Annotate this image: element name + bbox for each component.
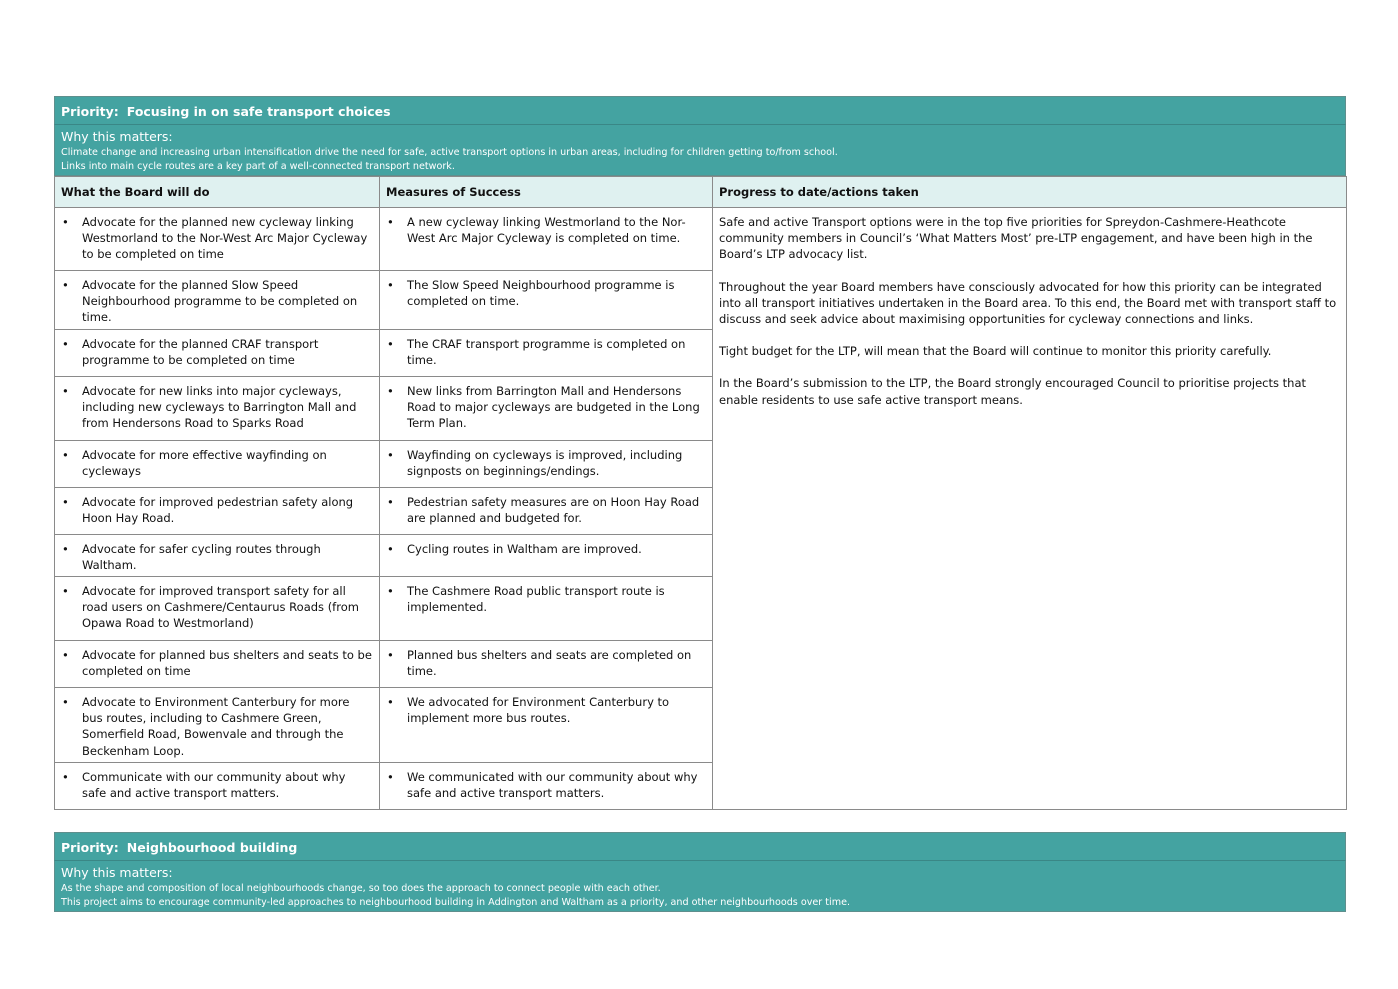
bullet-item [61,214,373,263]
bullet-item [61,447,373,479]
progress-paragraph: In the Board’s submission to the LTP, the Board strongly encouraged Council to prioritise projects that enable residents to use safe active transport means. [719,376,1307,407]
progress-paragraph: Throughout the year Board members have consciously advocated for how this priority can be integrated into all transport initiatives undertaken in the Board area. To this end, the Board met with transport staff to discuss and seek advice about maximising opportunities for cycleway connections and links. [719,279,1337,327]
bullet-item [61,336,373,368]
column-header-measures: Measures of Success [380,177,713,208]
bullet-icon: • [387,769,394,784]
board-action-text: Communicate with our community about why safe and active transport matters. [82,769,346,801]
priority-label: Priority: [61,840,119,855]
bullet-item [386,447,706,479]
priority-title: Neighbourhood building [126,840,298,855]
bullet-item [61,383,373,432]
success-measure-cell [380,641,713,688]
board-action-cell [55,641,380,688]
success-measure-text: New links from Barrington Mall and Hendersons Road to major cycleways are budgeted in the Long Term Plan. [407,383,700,431]
board-action-cell [55,487,380,534]
success-measure-cell [380,208,713,271]
bullet-item [61,694,373,759]
column-header-board: What the Board will do [55,177,380,208]
table-header-row [55,177,1347,208]
bullet-icon: • [62,494,69,509]
priority-title: Focusing in on safe transport choices [126,104,391,119]
bullet-icon: • [387,541,394,556]
success-measure-text: Cycling routes in Waltham are improved. [407,541,642,556]
priority-header [54,832,1346,861]
board-action-cell [55,376,380,440]
board-action-cell [55,440,380,487]
bullet-icon: • [387,336,394,351]
bullet-item [386,494,706,526]
board-action-text: Advocate for planned bus shelters and seats to be completed on time [82,648,372,679]
success-measure-cell [380,534,713,576]
progress-cell [713,208,1347,810]
bullet-item [386,541,706,557]
success-measure-cell [380,688,713,763]
bullet-item [386,214,706,246]
board-action-text: Advocate for improved transport safety for all road users on Cashmere/Centaurus Roads (from Opawa Road to Westmorland) [82,584,359,631]
bullet-icon: • [62,695,69,710]
table-row [55,208,1347,271]
success-measure-cell [380,376,713,440]
success-measure-text: A new cycleway linking Westmorland to the Nor-West Arc Major Cycleway is completed on time. [407,215,686,246]
success-measure-cell [380,577,713,641]
bullet-item [386,383,706,432]
board-action-text: Advocate for the planned Slow Speed Neighbourhood programme to be completed on time. [82,278,358,325]
bullet-icon: • [387,494,394,509]
bullet-item [61,494,373,526]
board-action-text: Advocate for more effective wayfinding on cycleways [82,447,327,478]
bullet-icon: • [62,278,69,292]
bullet-item [61,583,373,632]
progress-paragraph: Safe and active Transport options were in the top five priorities for Spreydon-Cashmere-Heathcote community members in Council’s ‘What Matters Most’ pre-LTP engagement, and have been high in the Board’s LTP advocacy list. [719,215,1313,262]
bullet-item [386,336,706,368]
success-measure-cell [380,487,713,534]
bullet-icon: • [62,648,69,663]
priority-table [54,176,1347,810]
priority-label: Priority: [61,104,119,119]
why-line: Links into main cycle routes are a key part of a well-connected transport network. [61,161,455,172]
bullet-item [386,583,706,615]
bullet-item [386,277,706,309]
board-action-text: Advocate for the planned new cycleway linking Westmorland to the Nor-West Arc Major Cycleway to be completed on time [82,215,368,262]
success-measure-text: Wayfinding on cycleways is improved, including signposts on beginnings/endings. [407,447,683,478]
why-title: Why this matters: [61,129,173,144]
column-header-progress: Progress to date/actions taken [713,177,1347,208]
priority-section-safe-transport [54,96,1346,810]
why-line: Climate change and increasing urban intensification drive the need for safe, active transport options in urban areas, including for children getting to/from school. [61,147,838,158]
bullet-icon: • [62,215,69,229]
bullet-item [386,769,706,801]
bullet-icon: • [62,584,69,599]
bullet-item [61,647,373,679]
board-action-cell [55,762,380,809]
success-measure-cell [380,440,713,487]
why-line: As the shape and composition of local neighbourhoods change, so too does the approach to connect people with each other. [61,883,661,894]
why-line: This project aims to encourage community-led approaches to neighbourhood building in Addington and Waltham as a priority, and other neighbourhoods over time. [61,897,851,908]
why-this-matters [54,861,1346,912]
board-action-text: Advocate to Environment Canterbury for more bus routes, including to Cashmere Green, Somerfield Road, Bowenvale and through the Beckenham Loop. [82,695,350,758]
bullet-item [61,277,373,326]
why-this-matters [54,125,1346,176]
bullet-icon: • [62,383,69,398]
bullet-icon: • [387,383,394,398]
board-action-cell [55,534,380,576]
success-measure-text: The CRAF transport programme is completed on time. [407,336,686,367]
board-action-text: Advocate for new links into major cycleways, including new cycleways to Barrington Mall and from Hendersons Road to Sparks Road [82,383,357,431]
bullet-item [61,769,373,801]
bullet-icon: • [62,541,69,556]
bullet-item [386,647,706,679]
board-action-cell [55,577,380,641]
success-measure-text: The Cashmere Road public transport route is implemented. [407,584,665,615]
board-action-text: Advocate for safer cycling routes through Waltham. [82,541,321,572]
success-measure-cell [380,762,713,809]
bullet-item [386,694,706,726]
bullet-icon: • [387,648,394,663]
board-action-cell [55,688,380,763]
success-measure-cell [380,329,713,376]
priority-section-neighbourhood [54,832,1346,912]
board-action-cell [55,329,380,376]
bullet-icon: • [62,447,69,462]
board-action-text: Advocate for the planned CRAF transport programme to be completed on time [82,336,319,367]
bullet-icon: • [387,695,394,710]
board-action-text: Advocate for improved pedestrian safety along Hoon Hay Road. [82,494,354,525]
bullet-icon: • [62,769,69,784]
success-measure-text: We communicated with our community about why safe and active transport matters. [407,769,698,801]
success-measure-cell [380,271,713,330]
priority-header [54,96,1346,125]
bullet-icon: • [387,215,394,229]
bullet-icon: • [387,447,394,462]
board-action-cell [55,208,380,271]
success-measure-text: Pedestrian safety measures are on Hoon Hay Road are planned and budgeted for. [407,494,700,525]
success-measure-text: The Slow Speed Neighbourhood programme is completed on time. [407,278,675,309]
bullet-item [61,541,373,573]
why-title: Why this matters: [61,865,173,880]
bullet-icon: • [387,278,394,292]
board-action-cell [55,271,380,330]
bullet-icon: • [62,336,69,351]
bullet-icon: • [387,584,394,599]
progress-paragraph: Tight budget for the LTP, will mean that the Board will continue to monitor this priority carefully. [719,344,1272,359]
success-measure-text: Planned bus shelters and seats are completed on time. [407,648,692,679]
success-measure-text: We advocated for Environment Canterbury to implement more bus routes. [407,695,670,726]
